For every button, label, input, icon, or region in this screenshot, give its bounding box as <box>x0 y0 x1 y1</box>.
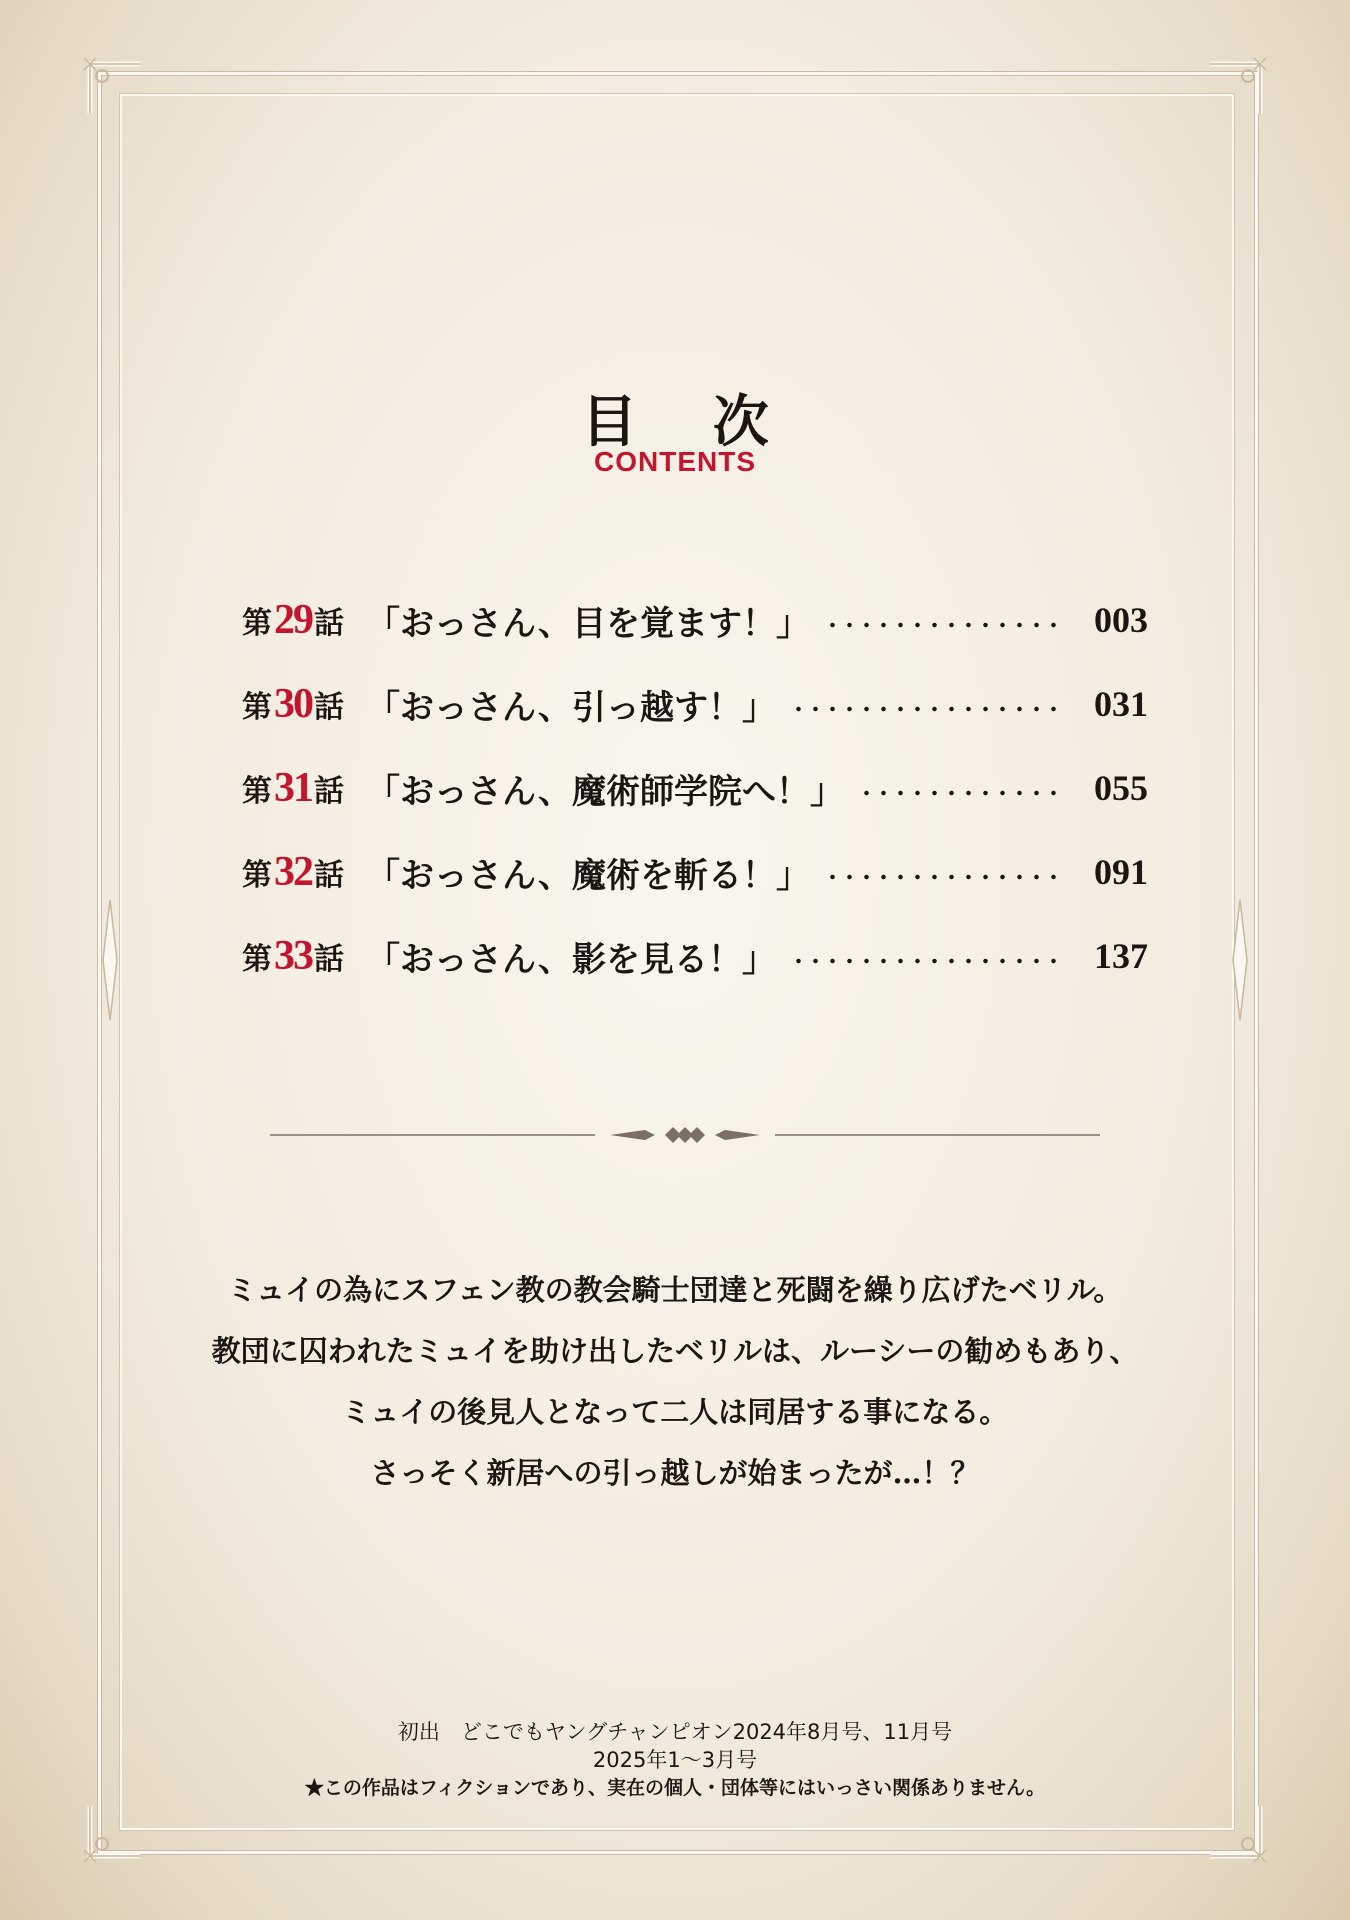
episode-number-value: 29 <box>274 597 312 643</box>
corner-ornament-bottom-left <box>80 1796 150 1866</box>
episode-suffix: 話 <box>314 858 344 893</box>
episode-number-value: 31 <box>274 765 312 811</box>
page-number: 091 <box>1094 852 1148 892</box>
episode-prefix: 第 <box>242 858 272 893</box>
fiction-notice: ★この作品はフィクションであり、実在の個人・団体等にはいっさい関係ありません。 <box>304 1777 1046 1799</box>
synopsis <box>0 1260 1350 1504</box>
ornamental-divider <box>270 1120 1100 1150</box>
episode-number <box>242 932 366 980</box>
leader-dots <box>790 706 1066 712</box>
side-ornament-left <box>95 900 125 1020</box>
page-number: 055 <box>1094 768 1148 808</box>
credit-line: 初出 どこでもヤングチャンピオン2024年8月号、11月号 <box>397 1720 953 1744</box>
toc-row[interactable] <box>242 830 1148 914</box>
page-number: 003 <box>1094 600 1148 640</box>
synopsis-line: ミュイの後見人となって二人は同居する事になる。 <box>341 1395 1009 1429</box>
page-number: 031 <box>1094 684 1148 724</box>
episode-suffix: 話 <box>314 942 344 977</box>
episode-prefix: 第 <box>242 942 272 977</box>
episode-number <box>242 764 366 812</box>
episode-prefix: 第 <box>242 774 272 809</box>
synopsis-line: さっそく新居への引っ越しが始まったが…！？ <box>370 1456 980 1490</box>
table-of-contents <box>242 578 1148 998</box>
leader-dots <box>824 874 1066 880</box>
corner-ornament-top-left <box>80 54 150 124</box>
page-title: 目 次 <box>581 390 797 455</box>
leader-dots <box>790 958 1066 964</box>
corner-ornament-top-right <box>1200 54 1270 124</box>
episode-number-value: 33 <box>274 933 312 979</box>
synopsis-line: 教団に囚われたミュイを助け出したベリルは、ルーシーの勧めもあり、 <box>211 1334 1139 1368</box>
toc-row[interactable] <box>242 662 1148 746</box>
synopsis-line: ミュイの為にスフェン教の教会騎士団達と死闘を繰り広げたベリル。 <box>227 1273 1123 1307</box>
page-number: 137 <box>1094 936 1148 976</box>
episode-prefix: 第 <box>242 606 272 641</box>
episode-title: 「おっさん、目を覚ます！」 <box>366 603 811 644</box>
toc-row[interactable] <box>242 914 1148 998</box>
episode-title: 「おっさん、引っ越す！」 <box>366 687 777 728</box>
episode-suffix: 話 <box>314 606 344 641</box>
page-subtitle: CONTENTS <box>594 446 756 477</box>
episode-title: 「おっさん、影を見る！」 <box>366 939 777 980</box>
episode-number <box>242 596 366 644</box>
toc-row[interactable] <box>242 578 1148 662</box>
episode-prefix: 第 <box>242 690 272 725</box>
toc-row[interactable] <box>242 746 1148 830</box>
episode-number <box>242 680 366 728</box>
episode-title: 「おっさん、魔術師学院へ！」 <box>366 771 845 812</box>
episode-number-value: 30 <box>274 681 312 727</box>
episode-suffix: 話 <box>314 690 344 725</box>
side-ornament-right <box>1225 900 1255 1020</box>
episode-title: 「おっさん、魔術を斬る！」 <box>366 855 811 896</box>
episode-number <box>242 848 366 896</box>
publication-credits <box>0 1718 1350 1802</box>
credit-line: 2025年1～3月号 <box>592 1748 758 1772</box>
episode-suffix: 話 <box>314 774 344 809</box>
leader-dots <box>824 622 1066 628</box>
leader-dots <box>858 790 1066 796</box>
corner-ornament-bottom-right <box>1200 1796 1270 1866</box>
episode-number-value: 32 <box>274 849 312 895</box>
